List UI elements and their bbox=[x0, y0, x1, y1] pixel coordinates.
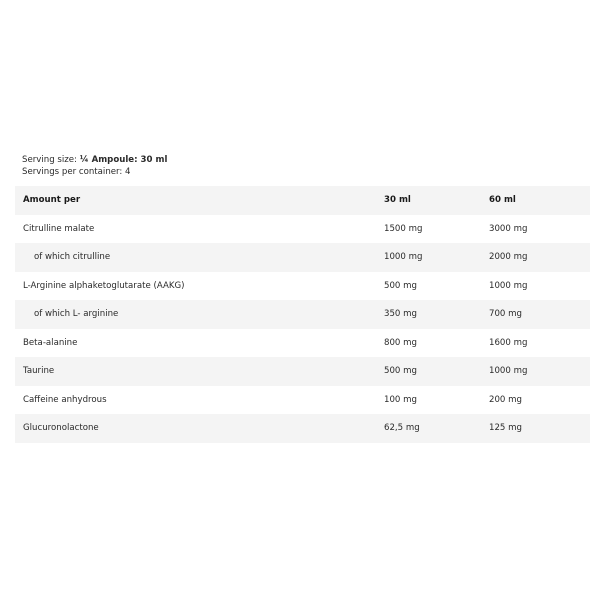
table-row bbox=[15, 386, 590, 415]
ingredient-name: Caffeine anhydrous bbox=[23, 394, 107, 405]
amount-60ml: 125 mg bbox=[489, 414, 590, 443]
header-amount-per: Amount per bbox=[15, 186, 384, 215]
table-row bbox=[15, 414, 590, 443]
ingredient-name: Taurine bbox=[15, 357, 384, 386]
amount-30ml: 500 mg bbox=[384, 357, 489, 386]
amount-30ml: 350 mg bbox=[384, 300, 489, 329]
serving-size bbox=[22, 154, 167, 166]
amount-60ml: 700 mg bbox=[489, 300, 590, 329]
ingredient-name: L-Arginine alphaketoglutarate (AAKG) bbox=[23, 280, 185, 291]
header-30ml: 30 ml bbox=[384, 186, 489, 215]
amount-30ml: 800 mg bbox=[384, 337, 417, 348]
serving-size-value: ¼ Ampoule: 30 ml bbox=[79, 155, 168, 165]
table-row bbox=[15, 357, 590, 386]
table-row bbox=[15, 300, 590, 329]
amount-30ml: 1500 mg bbox=[384, 223, 423, 234]
amount-60ml: 2000 mg bbox=[489, 243, 590, 272]
amount-60ml: 1000 mg bbox=[489, 357, 590, 386]
amount-30ml: 500 mg bbox=[384, 280, 417, 291]
amount-30ml: 1000 mg bbox=[384, 243, 489, 272]
amount-60ml: 3000 mg bbox=[489, 223, 528, 234]
amount-60ml: 1600 mg bbox=[489, 337, 528, 348]
amount-30ml: 62,5 mg bbox=[384, 414, 489, 443]
amount-60ml: 1000 mg bbox=[489, 280, 528, 291]
serving-size-label: Serving size: bbox=[22, 155, 80, 165]
ingredient-name: Beta-alanine bbox=[23, 337, 78, 348]
ingredient-name: of which citrulline bbox=[15, 243, 384, 272]
header-60ml: 60 ml bbox=[489, 186, 590, 215]
ingredient-name: Glucuronolactone bbox=[15, 414, 384, 443]
table-row bbox=[15, 243, 590, 272]
table-row bbox=[15, 272, 590, 301]
table-row bbox=[15, 215, 590, 244]
table-row bbox=[15, 329, 590, 358]
table-header-row bbox=[15, 186, 590, 215]
serving-info bbox=[22, 154, 167, 178]
amount-30ml: 100 mg bbox=[384, 394, 417, 405]
amount-60ml: 200 mg bbox=[489, 394, 522, 405]
nutrition-table bbox=[15, 186, 590, 443]
servings-per-container: Servings per container: 4 bbox=[22, 167, 131, 177]
ingredient-name: Citrulline malate bbox=[23, 223, 95, 234]
ingredient-name: of which L- arginine bbox=[15, 300, 384, 329]
